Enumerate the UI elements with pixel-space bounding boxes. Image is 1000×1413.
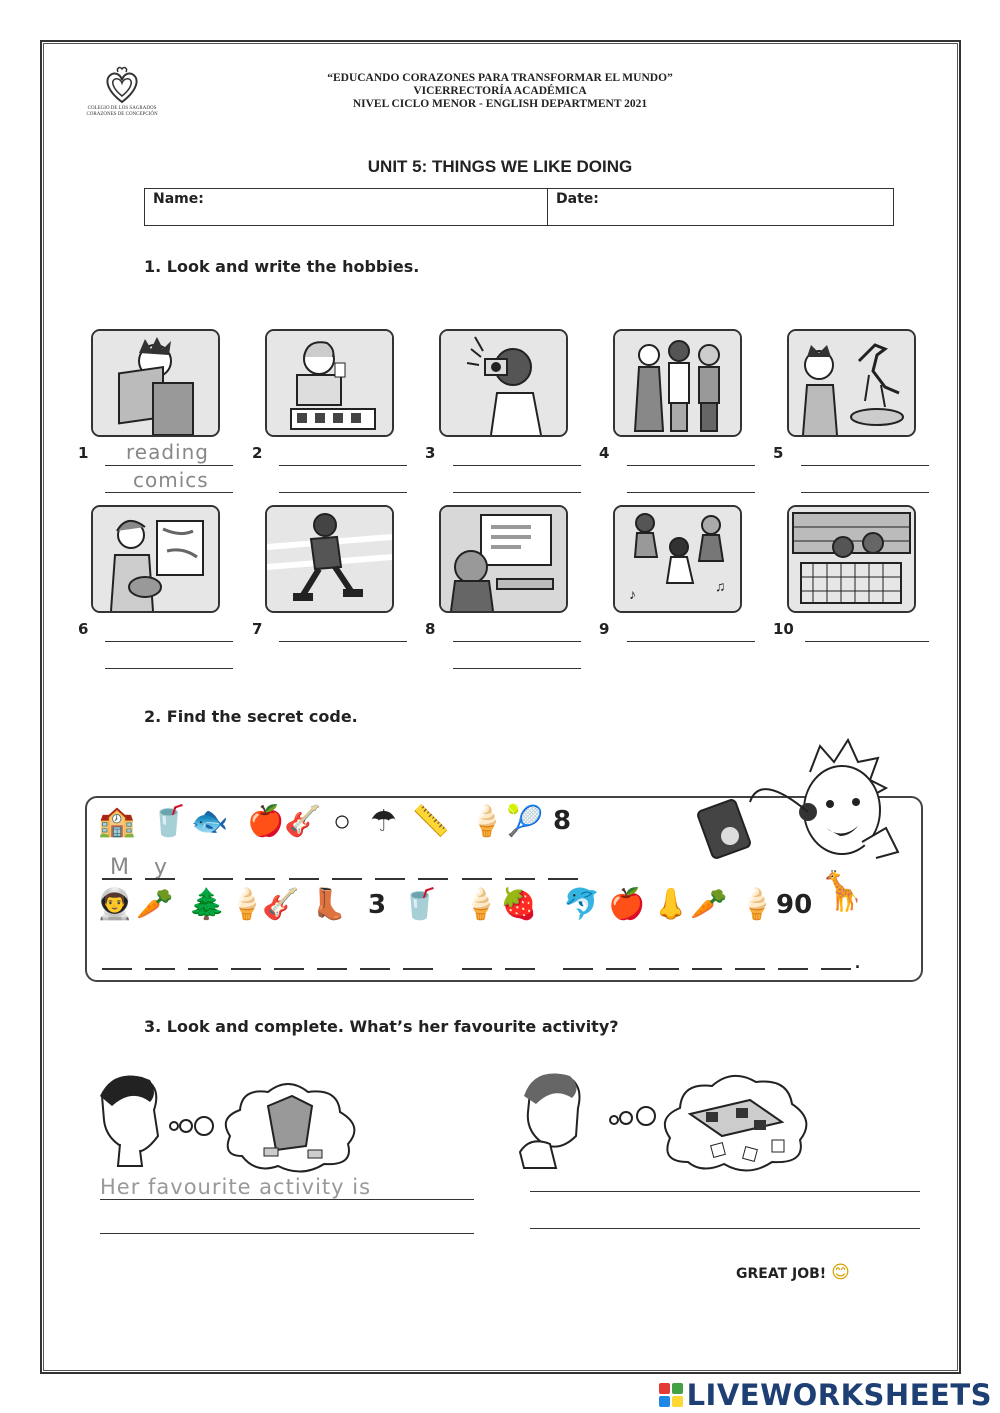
code-number: 90 [776, 890, 813, 920]
item-number: 7 [252, 620, 263, 638]
name-label: Name: [153, 191, 204, 207]
answer-line[interactable] [627, 492, 755, 493]
code-end-mark: . [855, 952, 861, 972]
item-number: 10 [773, 620, 794, 638]
answer-line[interactable] [530, 1191, 920, 1192]
answer-line[interactable] [100, 1199, 474, 1200]
svg-text:♫: ♫ [715, 578, 726, 594]
guitar-icon: 🎸 [284, 805, 322, 838]
code-blank[interactable] [375, 878, 405, 880]
taking-photos-icon [439, 329, 568, 437]
section2-heading: 2. Find the secret code. [144, 707, 358, 726]
name-field[interactable] [145, 189, 548, 225]
code-blank[interactable] [274, 968, 304, 970]
tree-icon: 🌲 [188, 888, 226, 921]
using-computer-icon [439, 505, 568, 613]
code-blank[interactable] [360, 968, 390, 970]
orange-icon: ○ [333, 805, 352, 838]
school-logo [82, 64, 162, 136]
code-number: 8 [553, 806, 572, 836]
ruler-icon: 📏 [412, 805, 450, 838]
ice-cream-icon: 🍦 [468, 805, 506, 838]
code-blank[interactable] [606, 968, 636, 970]
section3-heading: 3. Look and complete. What’s her favourite activity? [144, 1017, 619, 1036]
section1-heading: 1. Look and write the hobbies. [144, 257, 420, 276]
guitar-icon: 🎸 [262, 888, 300, 921]
code-blank[interactable] [462, 878, 492, 880]
item-number: 6 [78, 620, 89, 638]
level: NIVEL CICLO MENOR - ENGLISH DEPARTMENT 2021 [352, 98, 648, 110]
code-blank[interactable] [203, 878, 233, 880]
code-blank[interactable] [462, 968, 492, 970]
item-number: 8 [425, 620, 436, 638]
ice-cream-icon: 🍦 [462, 888, 500, 921]
answer-line[interactable] [105, 492, 233, 493]
answer-line[interactable] [801, 492, 929, 493]
answer-line[interactable] [627, 641, 755, 642]
dancing-icon [613, 505, 742, 613]
hearts-logo-icon [100, 64, 144, 106]
answer-line[interactable] [801, 465, 929, 466]
apple-icon: 🍎 [608, 888, 646, 921]
nose-icon: 👃 [652, 888, 690, 921]
motto: “EDUCANDO CORAZONES PARA TRANSFORMAR EL MUNDO” [327, 72, 673, 84]
umbrella-icon: ☂ [370, 805, 397, 838]
code-blank[interactable] [505, 968, 535, 970]
dolphin-icon: 🐬 [563, 888, 601, 921]
code-blank[interactable] [332, 878, 362, 880]
carrot-icon: 🥕 [136, 888, 174, 921]
answer-line[interactable] [279, 641, 407, 642]
answer-line[interactable] [279, 492, 407, 493]
astronaut-icon: 👨‍🚀 [96, 888, 134, 921]
page-title: UNIT 5: THINGS WE LIKE DOING [367, 157, 633, 176]
giraffe-icon: 🦒 [818, 871, 866, 913]
code-blank[interactable] [735, 968, 765, 970]
hanging-out-friends-icon [613, 329, 742, 437]
item-number: 9 [599, 620, 610, 638]
code-blank[interactable] [548, 878, 578, 880]
juice-icon: 🥤 [401, 888, 439, 921]
boy-with-music-player-icon [690, 732, 910, 864]
svg-text:♪: ♪ [629, 586, 636, 602]
code-blank[interactable] [778, 968, 808, 970]
smile-emoji-icon: 😊 [831, 1262, 850, 1283]
great-job-message [736, 1262, 850, 1283]
skating-icon [265, 505, 394, 613]
answer-line[interactable] [453, 492, 581, 493]
item-number: 5 [773, 444, 784, 462]
code-blank[interactable] [418, 878, 448, 880]
painting-icon [91, 505, 220, 613]
answer-1-line1: reading [126, 440, 209, 464]
item-number: 2 [252, 444, 263, 462]
date-field[interactable] [548, 189, 607, 225]
girl-thinking-collecting-icon [510, 1052, 840, 1182]
code-blank[interactable] [563, 968, 593, 970]
apple-icon: 🍎 [247, 805, 285, 838]
liveworksheets-logo-icon [659, 1383, 683, 1407]
item-number: 4 [599, 444, 610, 462]
logo-text: COLEGIO DE LOS SAGRADOS CORAZONES DE CONCEPCIÓN [86, 106, 158, 117]
great-job-text: GREAT JOB! [736, 1266, 827, 1282]
code-blank[interactable] [317, 968, 347, 970]
code-blank[interactable] [245, 878, 275, 880]
code-blank[interactable] [289, 878, 319, 880]
answer-line[interactable] [530, 1228, 920, 1229]
shopping-icon [787, 505, 916, 613]
school-icon: 🏫 [98, 805, 136, 838]
institution-header [200, 72, 800, 111]
date-label: Date: [556, 191, 599, 207]
code-blank[interactable] [692, 968, 722, 970]
code-blank[interactable] [649, 968, 679, 970]
answer-line[interactable] [105, 465, 233, 466]
code-blank[interactable] [145, 878, 175, 880]
girl-thinking-shopping-icon [92, 1066, 392, 1178]
strawberry-icon: 🍓 [500, 888, 538, 921]
boot-icon: 👢 [310, 888, 348, 921]
visiting-museums-icon [787, 329, 916, 437]
item-number: 1 [78, 444, 89, 462]
answer-line[interactable] [105, 668, 233, 669]
answer-1-line2: comics [133, 468, 209, 492]
code-blank[interactable] [231, 968, 261, 970]
code-blank[interactable] [505, 878, 535, 880]
answer-line[interactable] [100, 1233, 474, 1234]
office: VICERRECTORÍA ACADÉMICA [413, 85, 587, 97]
code-blank[interactable] [821, 968, 851, 970]
item-number: 3 [425, 444, 436, 462]
reading-comics-icon [91, 329, 220, 437]
answer-line[interactable] [627, 465, 755, 466]
answer-line[interactable] [105, 641, 233, 642]
name-date-box [144, 188, 894, 226]
answer-line[interactable] [453, 668, 581, 669]
liveworksheets-brand[interactable] [659, 1378, 992, 1412]
answer-line[interactable] [453, 641, 581, 642]
code-blank[interactable] [102, 878, 132, 880]
code-blank[interactable] [145, 968, 175, 970]
code-answer-letter: y [154, 855, 169, 880]
racket-icon: 🎾 [506, 805, 544, 838]
carrot-icon: 🥕 [690, 888, 728, 921]
fish-icon: 🐟 [191, 805, 229, 838]
juice-icon: 🥤 [150, 805, 188, 838]
code-blank[interactable] [403, 968, 433, 970]
code-blank[interactable] [102, 968, 132, 970]
code-blank[interactable] [188, 968, 218, 970]
answer-line[interactable] [453, 465, 581, 466]
collecting-stickers-icon [265, 329, 394, 437]
example-answer: Her favourite activity is [100, 1175, 372, 1199]
ice-cream-icon: 🍦 [738, 888, 776, 921]
code-answer-letter: M [110, 855, 130, 880]
answer-line[interactable] [805, 641, 929, 642]
brand-name: LIVEWORKSHEETS [686, 1378, 992, 1412]
ice-cream-icon: 🍦 [228, 888, 266, 921]
code-number: 3 [368, 890, 387, 920]
answer-line[interactable] [279, 465, 407, 466]
